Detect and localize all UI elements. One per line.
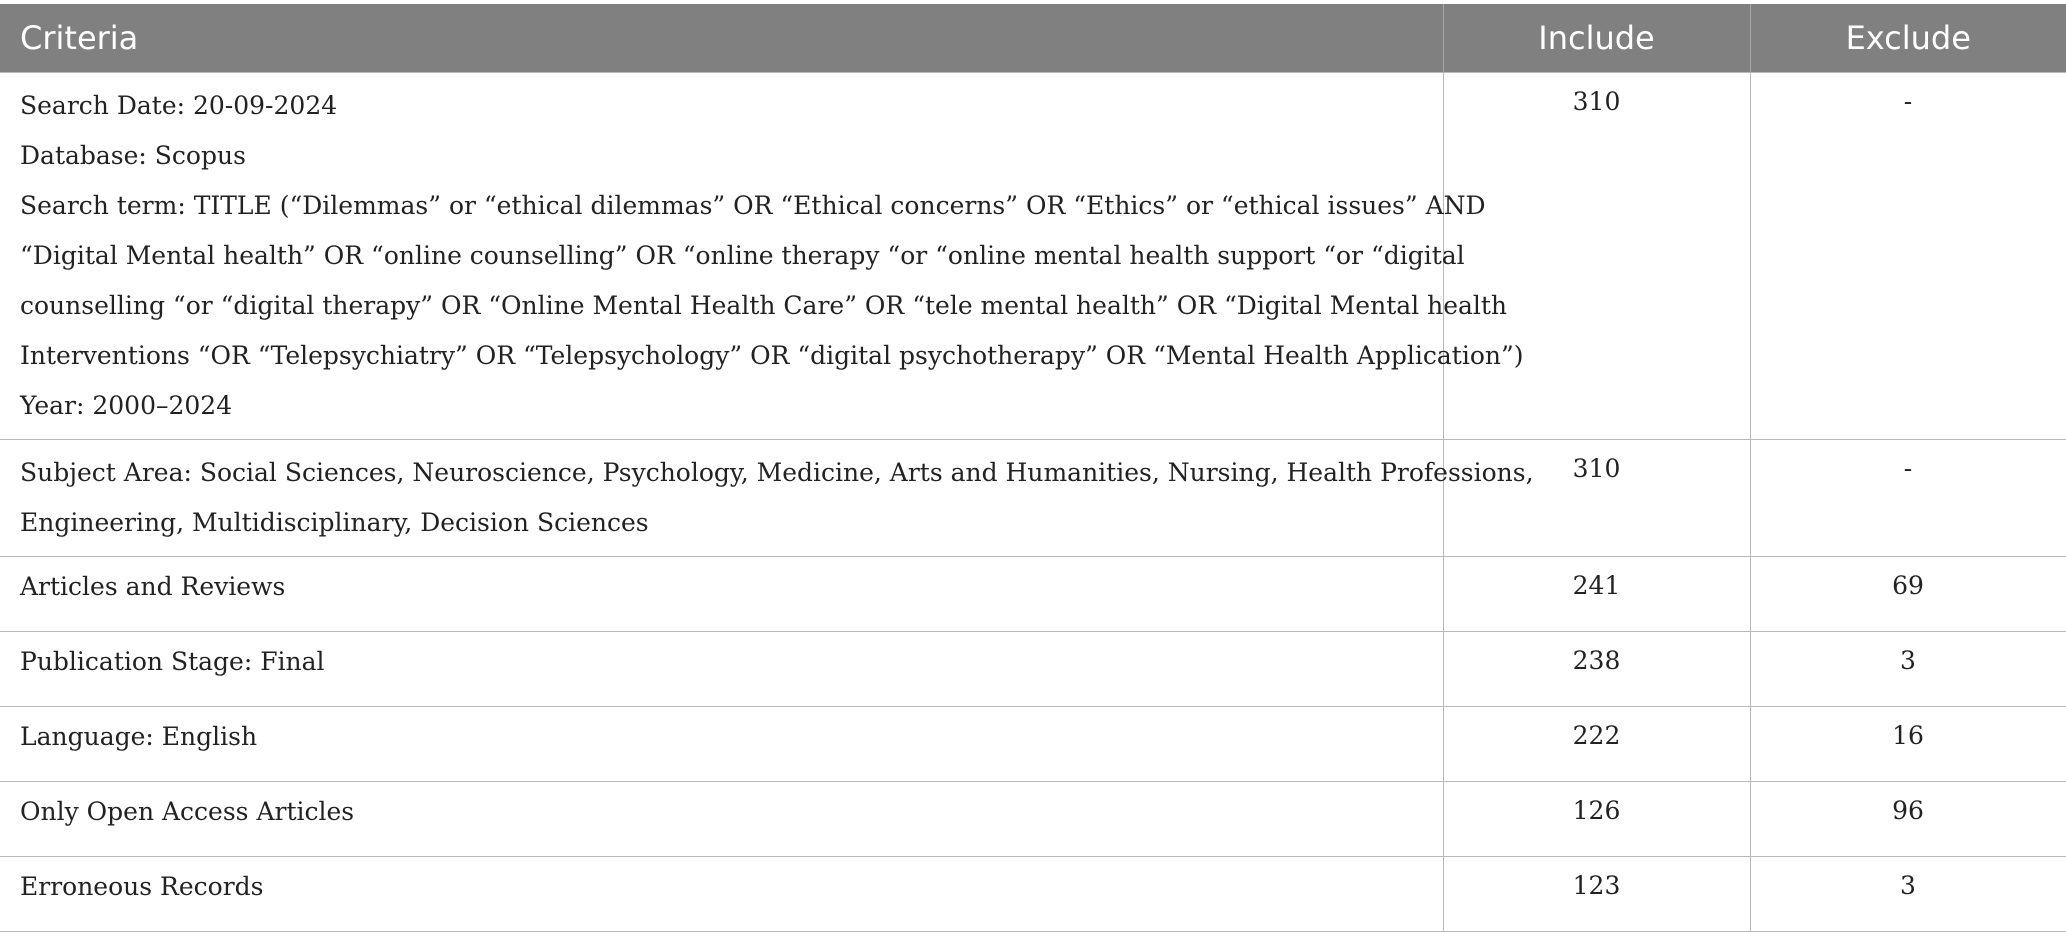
exclude-cell: 69 xyxy=(1750,557,2066,632)
screening-criteria-table-wrapper xyxy=(0,4,2066,932)
table-row xyxy=(0,73,2066,440)
header-criteria: Criteria xyxy=(0,4,1443,73)
include-cell: 126 xyxy=(1443,782,1750,857)
criteria-cell xyxy=(0,632,1443,707)
include-cell: 238 xyxy=(1443,632,1750,707)
include-cell: 241 xyxy=(1443,557,1750,632)
screening-criteria-table xyxy=(0,4,2066,932)
criteria-text: Erroneous Records xyxy=(20,872,264,901)
table-header xyxy=(0,4,2066,73)
exclude-cell: 16 xyxy=(1750,707,2066,782)
table-row xyxy=(0,632,2066,707)
criteria-cell xyxy=(0,440,1534,557)
criteria-line: Subject Area: Social Sciences, Neuroscience, Psychology, Medicine, Arts and Humanities, Nursing, Health Professions, xyxy=(20,458,1534,487)
table-row xyxy=(0,440,2066,557)
criteria-text: Articles and Reviews xyxy=(20,572,286,601)
criteria-cell xyxy=(0,857,1443,932)
criteria-line: Engineering, Multidisciplinary, Decision Sciences xyxy=(20,508,649,537)
criteria-line: Interventions “OR “Telepsychiatry” OR “Telepsychology” OR “digital psychotherapy” OR “Mental Health Application”) xyxy=(20,341,1524,370)
header-include: Include xyxy=(1443,4,1750,73)
criteria-cell xyxy=(0,73,1524,440)
criteria-line: Search Date: 20-09-2024 xyxy=(20,91,338,120)
table-row xyxy=(0,707,2066,782)
criteria-line: counselling “or “digital therapy” OR “Online Mental Health Care” OR “tele mental health” OR “Digital Mental health xyxy=(20,291,1508,320)
table-row xyxy=(0,857,2066,932)
include-cell: 310 xyxy=(1443,440,1750,557)
exclude-cell: 3 xyxy=(1750,632,2066,707)
criteria-text: Language: English xyxy=(20,722,258,751)
exclude-cell: - xyxy=(1750,440,2066,557)
criteria-cell xyxy=(0,557,1443,632)
header-row xyxy=(0,4,2066,73)
table-row xyxy=(0,782,2066,857)
criteria-line: Year: 2000–2024 xyxy=(20,391,233,420)
criteria-text: Publication Stage: Final xyxy=(20,647,325,676)
exclude-cell: 3 xyxy=(1750,857,2066,932)
criteria-line: Database: Scopus xyxy=(20,141,246,170)
include-cell: 222 xyxy=(1443,707,1750,782)
criteria-text: Only Open Access Articles xyxy=(20,797,355,826)
criteria-line: Search term: TITLE (“Dilemmas” or “ethical dilemmas” OR “Ethical concerns” OR “Ethics” or “ethical issues” AND xyxy=(20,191,1486,220)
exclude-cell: - xyxy=(1750,73,2066,440)
exclude-cell: 96 xyxy=(1750,782,2066,857)
table-body xyxy=(0,73,2066,932)
include-cell: 123 xyxy=(1443,857,1750,932)
include-cell: 310 xyxy=(1443,73,1750,440)
criteria-cell xyxy=(0,782,1443,857)
table-row xyxy=(0,557,2066,632)
criteria-line: “Digital Mental health” OR “online counselling” OR “online therapy “or “online mental health support “or “digital xyxy=(20,241,1465,270)
criteria-cell xyxy=(0,707,1443,782)
header-exclude: Exclude xyxy=(1750,4,2066,73)
